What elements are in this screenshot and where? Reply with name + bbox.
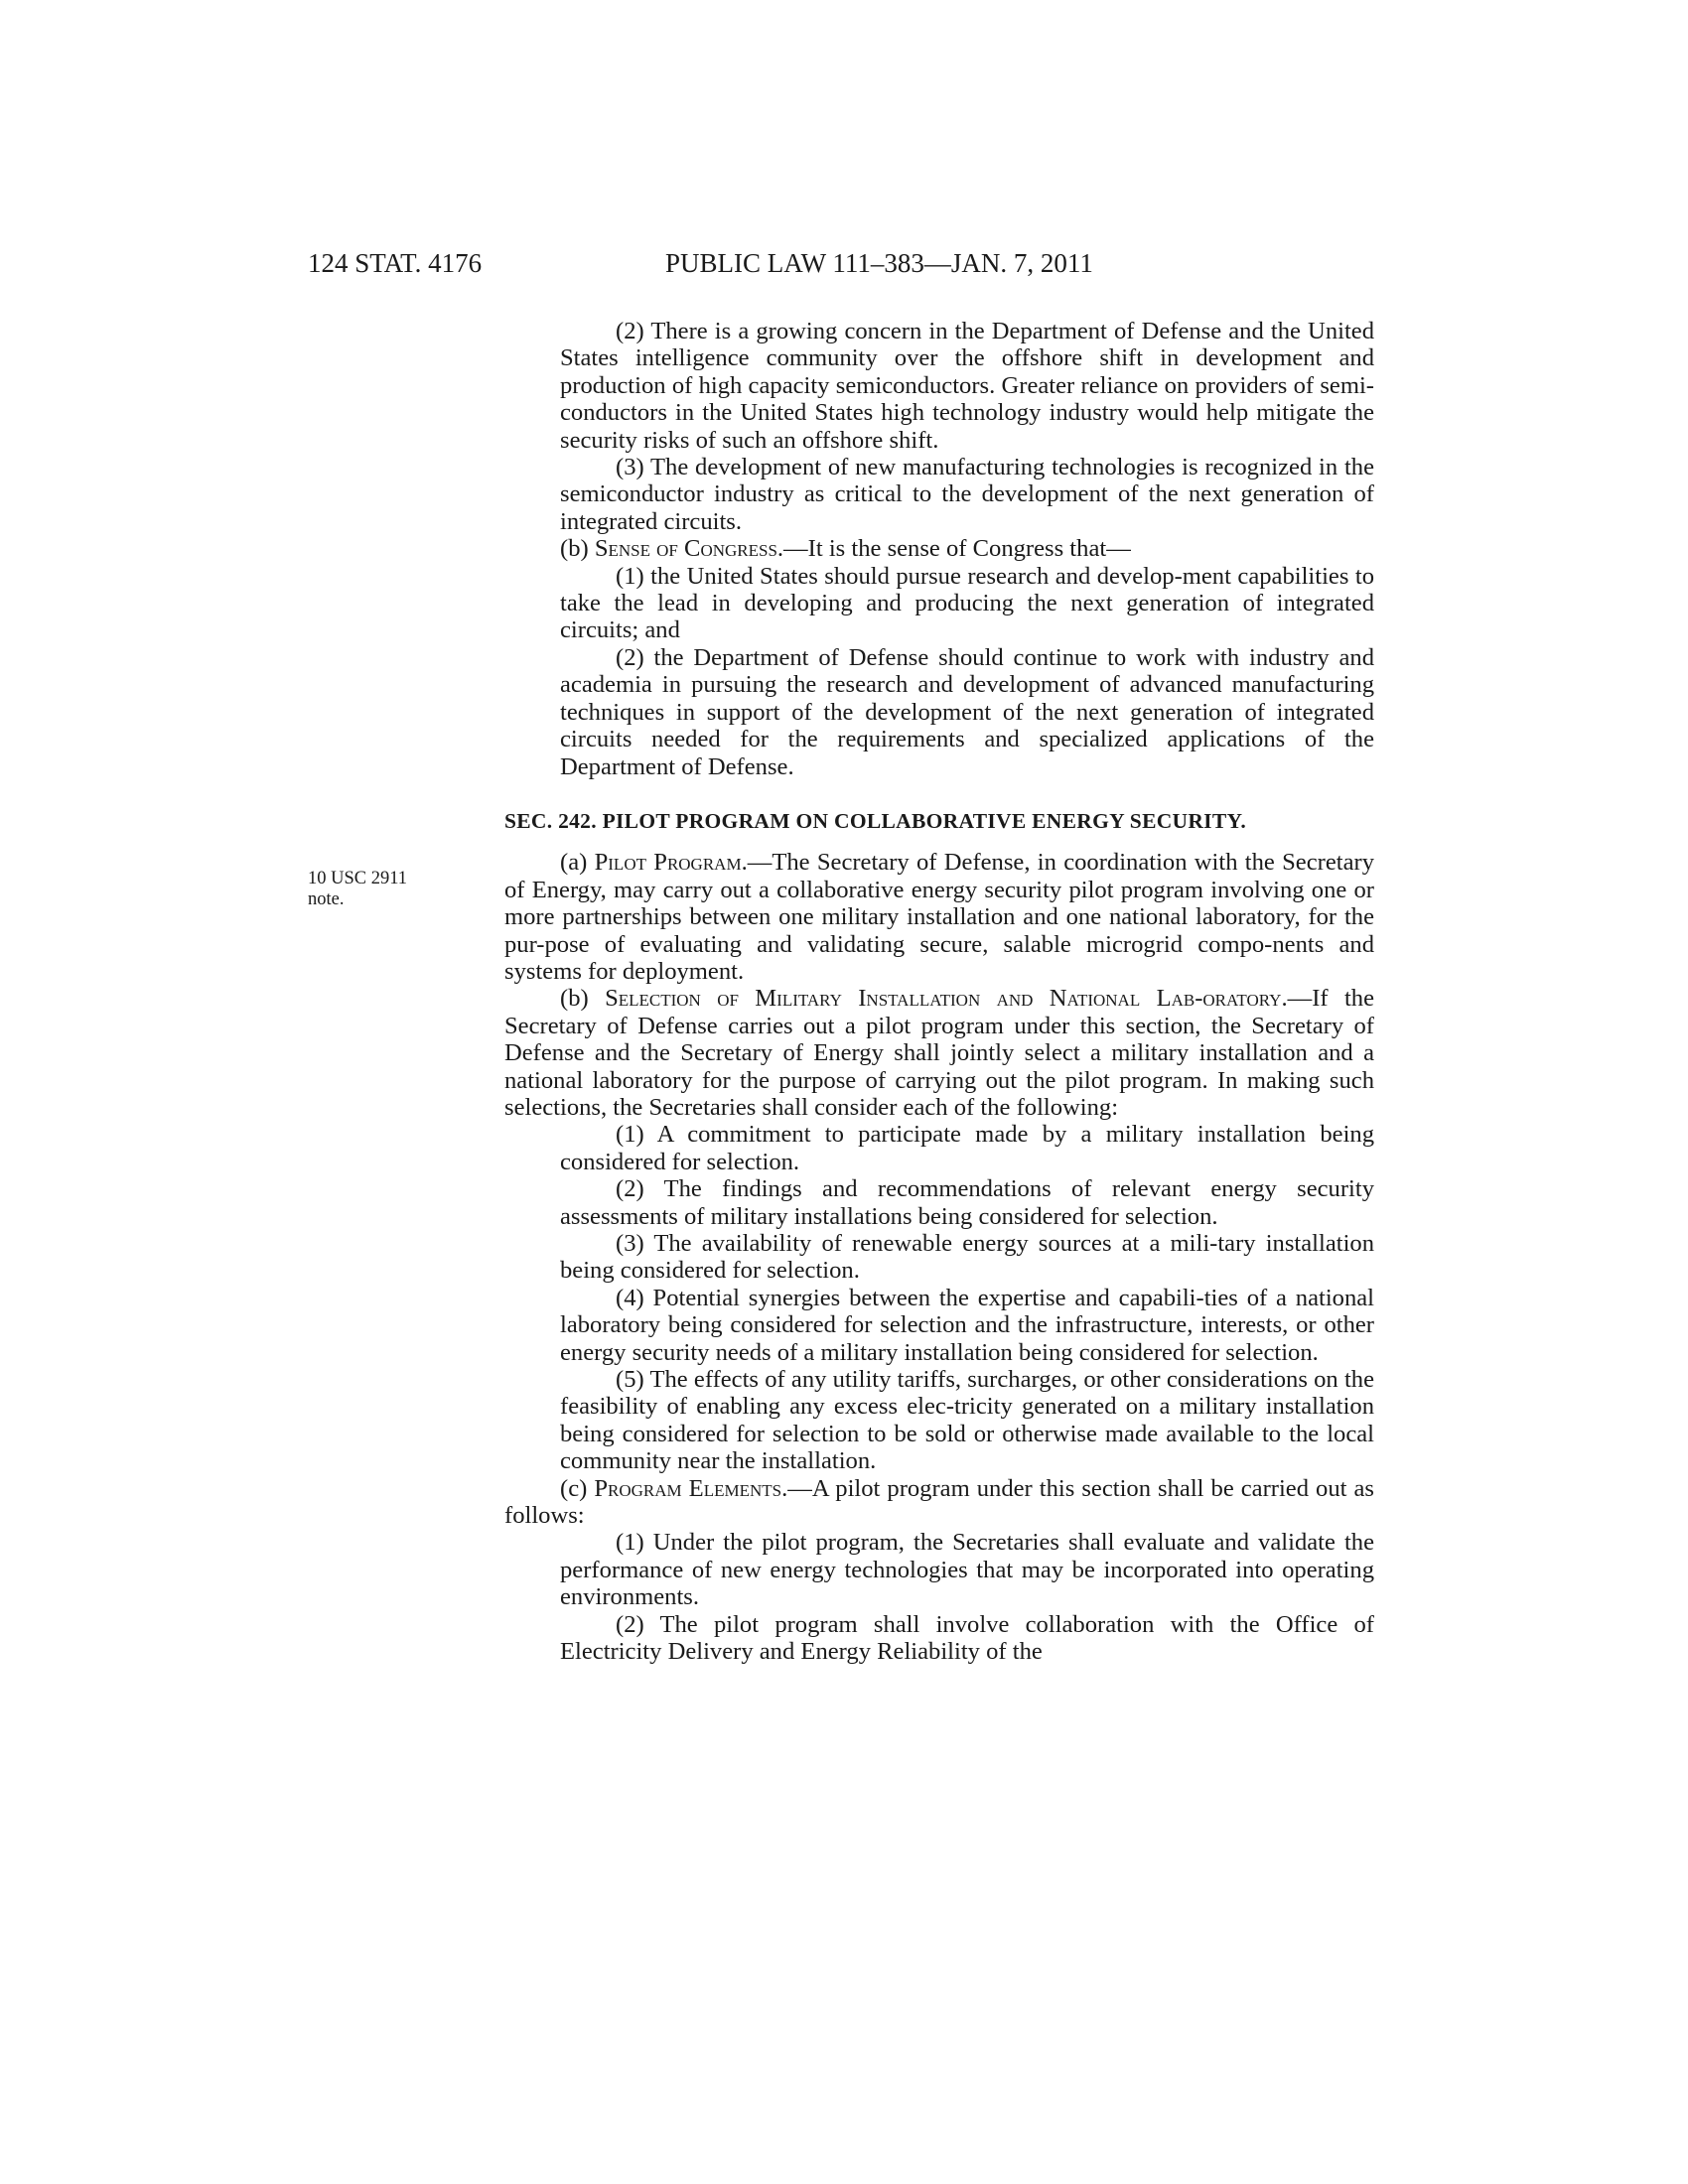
subsection-heading: Sense of Congress	[594, 535, 777, 563]
paragraph-sb1: (1) A commitment to participate made by a military installation being considered for selection.	[560, 1121, 1374, 1175]
subsection-a-pilot-program	[504, 849, 1374, 985]
paragraph-3-development: (3) The development of new manufacturing technologies is recognized in the semiconductor industry as critical to the development of the next generation of integrated circuits.	[560, 454, 1374, 535]
statute-page-number: 124 STAT. 4176	[308, 248, 483, 278]
subsection-text: .—The Secretary of Defense, in coordination with the Secretary of Energy, may carry out a collaborative energy security pilot program involving one or more partnerships between one military installation and one national laboratory, for the pur-pose of evaluating and validating secure, salable microgrid compo-nents and systems for deployment.	[504, 849, 1374, 985]
margin-note-citation: 10 USC 2911	[308, 869, 408, 888]
section-heading: SEC. 242. PILOT PROGRAM ON COLLABORATIVE ENERGY SECURITY.	[504, 808, 1247, 833]
paragraph-sb3: (3) The availability of renewable energy sources at a mili-tary installation being considered for selection.	[560, 1230, 1374, 1285]
public-law-citation: PUBLIC LAW 111–383—JAN. 7, 2011	[665, 248, 1093, 278]
subsection-label: (b)	[560, 535, 595, 563]
margin-note	[308, 869, 457, 910]
paragraph-sb5: (5) The effects of any utility tariffs, surcharges, or other considerations on the feasibility of enabling any excess elec-tricity generated on a military installation being considered for selection to be sold or otherwise made available to the local community near the installation.	[560, 1366, 1374, 1475]
subsection-label: (a)	[560, 849, 595, 877]
paragraph-b2: (2) the Department of Defense should continue to work with industry and academia in pursuing the research and development of advanced manufacturing techniques in support of the development of the next generation of integrated circuits needed for the requirements and specialized applications of the Department of Defense.	[560, 643, 1374, 780]
paragraph-sb4: (4) Potential synergies between the expertise and capabili-ties of a national laboratory being considered for selection and the infrastructure, interests, or other energy security needs of a military installation being considered for selection.	[560, 1284, 1374, 1366]
subsection-text: .—If the Secretary of Defense carries out a pilot program under this section, the Secretary of Defense and the Secretary of Energy shall jointly select a military installation and a national laboratory for the purpose of carrying out the pilot program. In making such selections, the Secretaries shall consider each of the following:	[504, 985, 1374, 1121]
paragraph-c1: (1) Under the pilot program, the Secretaries shall evaluate and validate the performance of new energy technologies that may be incorporated into operating environments.	[560, 1529, 1374, 1611]
subsection-c-program-elements	[504, 1475, 1374, 1530]
subsection-heading: Program Elements	[594, 1474, 782, 1502]
paragraph-b1: (1) the United States should pursue research and develop-ment capabilities to take the lead in developing and producing the next generation of integrated circuits; and	[560, 562, 1374, 644]
subsection-heading: Pilot Program	[594, 849, 742, 877]
subsection-label: (b)	[560, 985, 606, 1013]
paragraph-c2: (2) The pilot program shall involve collaboration with the Office of Electricity Delivery and Energy Reliability of the	[560, 1610, 1374, 1666]
margin-note-label: note.	[308, 889, 345, 909]
paragraph-2-concern: (2) There is a growing concern in the Department of Defense and the United States intelligence community over the offshore shift in development and production of high capacity semiconductors. Greater reliance on providers of semi-conductors in the United States high technology industry would help mitigate the security risks of such an offshore shift.	[560, 318, 1374, 454]
subsection-heading: Selection of Military Installation and National Lab-oratory	[605, 985, 1282, 1013]
paragraph-sb2: (2) The findings and recommendations of relevant energy security assessments of military installations being considered for selection.	[560, 1175, 1374, 1230]
subsection-b-selection	[504, 985, 1374, 1121]
subsection-text: .—A pilot program under this section shall be carried out as follows:	[504, 1474, 1374, 1530]
subsection-label: (c)	[560, 1474, 595, 1502]
document-body	[504, 318, 1374, 1666]
subsection-text: .—It is the sense of Congress that—	[776, 535, 1131, 563]
subsection-b-sense-of-congress	[504, 535, 1374, 562]
